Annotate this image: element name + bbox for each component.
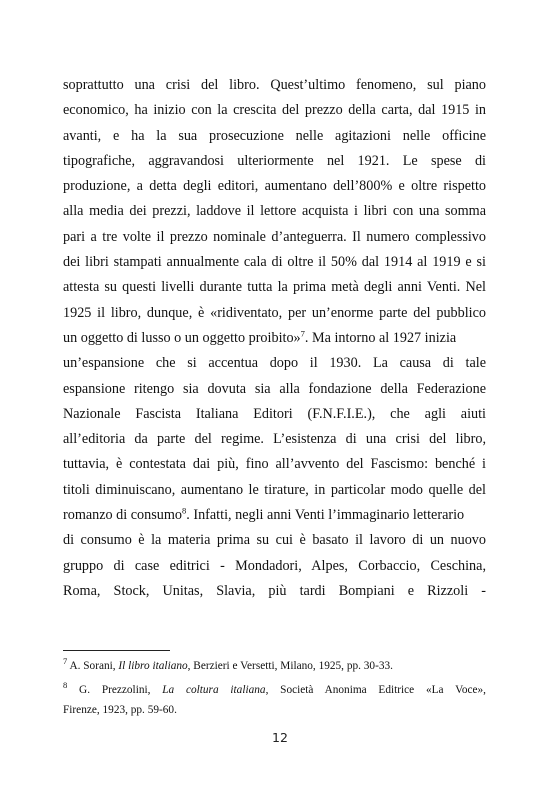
body-line: tuttavia, è contestata dai più, fino all’avvento del Fascismo: benché i — [63, 456, 486, 473]
body-text-run: . Ma intorno al 1927 inizia — [304, 329, 457, 346]
page-number: 12 — [272, 730, 288, 745]
body-text-run: un oggetto di lusso o un oggetto proibito» — [63, 329, 301, 346]
body-line — [63, 326, 486, 351]
body-line: di consumo è la materia prima su cui è basato il lavoro di un nuovo — [63, 532, 486, 549]
body-line: pari a tre volte il prezzo nominale d’anteguerra. Il numero complessivo — [63, 228, 486, 245]
footnote-ref-8[interactable]: 8 — [182, 505, 187, 516]
body-line: alla media dei prezzi, laddove il lettore acquista i libri con una somma — [63, 203, 486, 220]
footnotes — [63, 656, 486, 720]
body-line: Nazionale Fascista Italiana Editori (F.N.F.I.E.), che agli aiuti — [63, 405, 486, 422]
footnote-marker: 7 — [63, 656, 68, 667]
footnote-8 — [63, 680, 486, 700]
body-line: dei libri stampati annualmente cala di oltre il 50% dal 1914 al 1919 e si — [63, 254, 486, 271]
footnote-rest: , Società Anonima Editrice «La Voce», — [265, 684, 486, 696]
footnote-marker: 8 — [63, 680, 68, 691]
body-paragraph — [63, 73, 486, 604]
body-line: espansione ritengo sia dovuta sia alla fondazione della Federazione — [63, 380, 486, 397]
body-line: all’editoria da parte del regime. L’esistenza di una crisi del libro, — [63, 431, 486, 448]
footnote-separator — [63, 650, 170, 651]
body-text-run: . Infatti, negli anni Venti l’immaginario letterario — [186, 507, 465, 524]
footnote-ref-7[interactable]: 7 — [300, 328, 305, 339]
footnote-author: A. Sorani, — [67, 660, 119, 672]
body-line: 1925 il libro, dunque, è «ridiventato, per un’enorme parte del pubblico — [63, 304, 486, 321]
body-line: un’espansione che si accentua dopo il 1930. La causa di tale — [63, 355, 486, 372]
footnote-title: Il libro italiano — [118, 660, 188, 672]
body-line: tipografiche, aggravandosi ulteriormente nel 1921. Le spese di — [63, 152, 486, 169]
body-line: soprattutto una crisi del libro. Quest’ultimo fenomeno, sul piano — [63, 77, 486, 93]
body-line: Roma, Stock, Unitas, Slavia, più tardi Bompiani e Rizzoli - — [63, 582, 486, 599]
body-line — [63, 503, 486, 528]
body-line: titoli diminuiscano, aumentano le tirature, in particolar modo quelle del — [63, 481, 486, 498]
body-line: economico, ha inizio con la crescita del prezzo della carta, dal 1915 in — [63, 102, 486, 119]
footnote-title: La coltura italiana — [162, 684, 266, 696]
footnote-8-continuation: Firenze, 1923, pp. 59-60. — [63, 704, 177, 716]
footnote-rest: , Berzieri e Versetti, Milano, 1925, pp. 30-33. — [187, 660, 393, 672]
footnote-author: G. Prezzolini, — [67, 684, 163, 696]
body-line: avanti, e ha la sua prosecuzione nelle agitazioni nelle officine — [63, 127, 486, 144]
body-text-run: romanzo di consumo — [63, 507, 182, 524]
body-line: attesta su questi livelli durante tutta la prima metà degli anni Venti. Nel — [63, 279, 486, 296]
body-line: gruppo di case editrici - Mondadori, Alpes, Corbaccio, Ceschina, — [63, 557, 486, 574]
body-line: produzione, a detta degli editori, aumentano dell’800% e oltre rispetto — [63, 178, 486, 195]
footnote-7 — [63, 656, 486, 676]
